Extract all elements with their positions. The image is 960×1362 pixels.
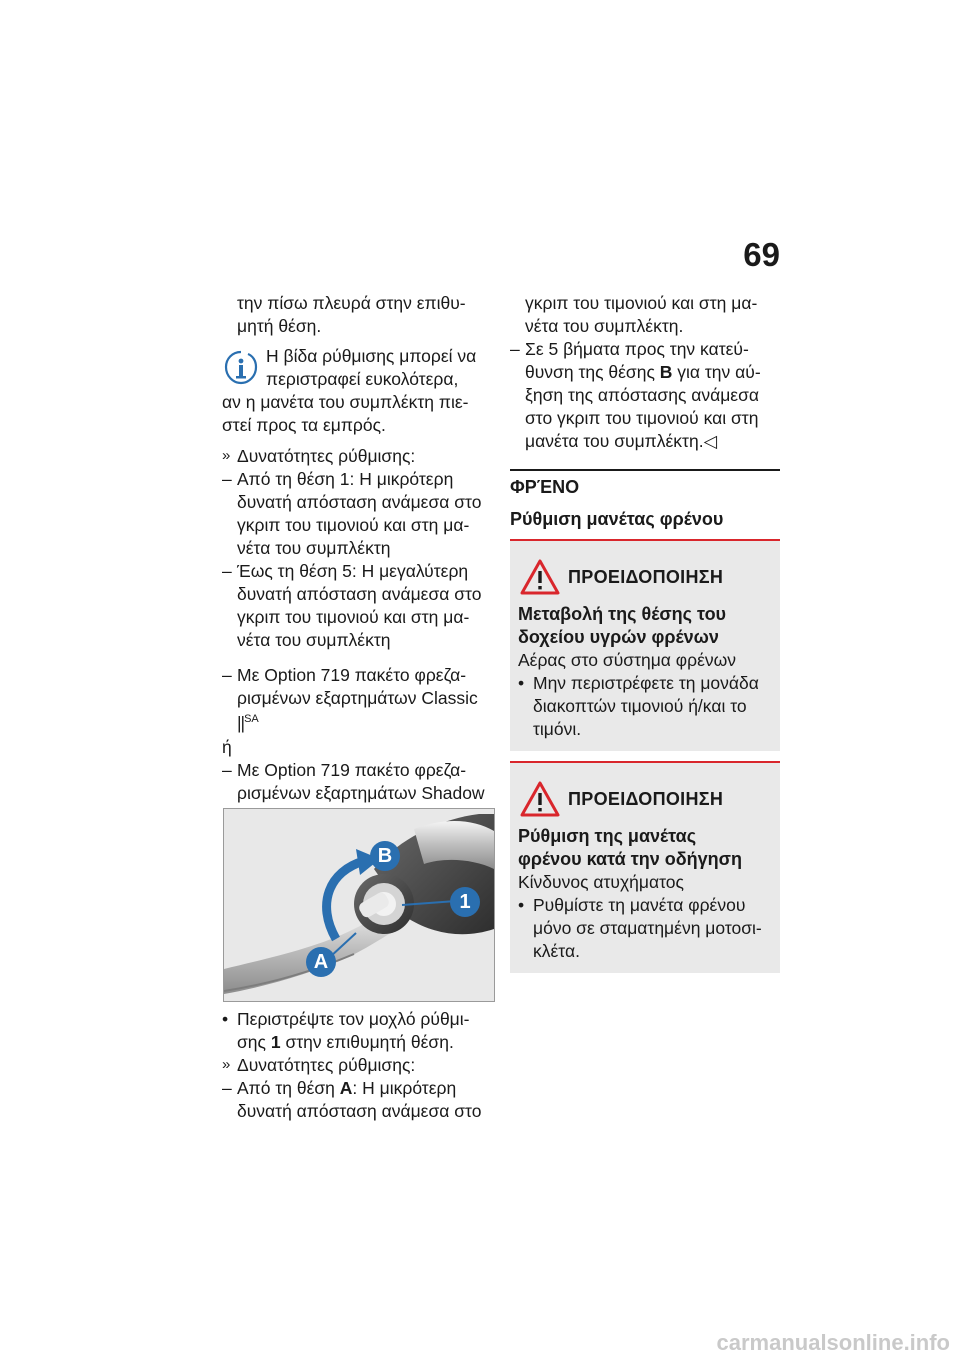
warning-triangle-icon	[520, 559, 560, 595]
list-item	[510, 338, 780, 453]
warning-triangle-icon	[520, 781, 560, 817]
text-line: κλέτα.	[533, 941, 580, 961]
ref-letter: A	[339, 1078, 353, 1098]
ref-letter: B	[659, 362, 673, 382]
sa-label: SA	[244, 713, 259, 725]
warning-bullet	[518, 894, 772, 963]
ref-number: 1	[270, 1032, 281, 1052]
list-item	[222, 560, 494, 652]
clutch-lever-photo	[223, 808, 495, 1002]
possibilities-heading: » Δυνατότητες ρύθμισης:	[222, 445, 494, 468]
text-line: – Με Option 719 πακέτο φρεζα-	[237, 759, 467, 780]
option-marker: ||	[237, 712, 245, 733]
text-line: – Σε 5 βήματα προς την κατεύ-	[525, 339, 749, 359]
text-part: Από τη θέση	[237, 1078, 340, 1098]
text-line: γκριπ του τιμονιού και στη μα-	[237, 515, 470, 535]
warning-box	[510, 539, 780, 751]
callout-a: A	[306, 947, 336, 977]
note-line: στεί προς τα εμπρός.	[222, 415, 386, 435]
warning-box	[510, 761, 780, 973]
text-line: μανέτα του συμπλέκτη.◁	[525, 431, 718, 451]
text-line: γκριπ του τιμονιού και στη μα-	[237, 607, 470, 627]
warning-title: Ρύθμιση της μανέτας	[518, 826, 697, 846]
text-line: ρισμένων εξαρτημάτων Shadow	[237, 782, 485, 803]
warning-bullet	[518, 672, 772, 741]
left-column	[222, 292, 494, 827]
text-line: ξηση της απόστασης ανάμεσα	[525, 385, 760, 405]
note-line: Η βίδα ρύθμισης μπορεί να	[266, 346, 477, 366]
note-line: περιστραφεί ευκολότερα,	[266, 369, 459, 389]
warning-title: φρένου κατά την οδήγηση	[518, 849, 742, 869]
text-line: δυνατή απόσταση ανάμεσα στο	[237, 492, 482, 512]
text-part: θυνση της θέσης	[525, 362, 660, 382]
text-line: νέτα του συμπλέκτη	[237, 630, 391, 650]
warning-cause: Αέρας στο σύστημα φρένων	[518, 650, 737, 670]
warning-label: ΠΡΟΕΙΔΟΠΟΙΗΣΗ	[568, 788, 724, 809]
text-part: σης	[237, 1032, 271, 1052]
callout-b: B	[370, 841, 400, 871]
warning-label: ΠΡΟΕΙΔΟΠΟΙΗΣΗ	[568, 566, 724, 587]
bullet-item	[222, 1008, 494, 1054]
text-line: μητή θέση.	[237, 316, 322, 336]
info-note-icon	[222, 349, 260, 387]
text-line: δυνατή απόσταση ανάμεσα στο	[237, 584, 482, 604]
left-column-bottom	[222, 1008, 494, 1123]
warning-cause: Κίνδυνος ατυχήματος	[518, 872, 684, 892]
subsection-title: Ρύθμιση μανέτας φρένου	[510, 509, 724, 529]
or-text: ή	[222, 736, 232, 757]
text-line: δυνατή απόσταση ανάμεσα στο	[237, 1101, 482, 1121]
text-part: : Η μικρότερη	[352, 1078, 457, 1098]
warning-header	[518, 781, 772, 817]
note-line: αν η μανέτα του συμπλέκτη πιε-	[222, 392, 469, 412]
text-part: για την αύ-	[672, 362, 761, 382]
text-line: την πίσω πλευρά στην επιθυ-	[237, 293, 466, 313]
footer-watermark-link[interactable]: carmanualsonline.info	[716, 1330, 950, 1355]
text-line: – Έως τη θέση 5: Η μεγαλύτερη	[237, 561, 469, 581]
text-line	[525, 361, 780, 384]
warning-title: δοχείου υγρών φρένων	[518, 627, 719, 647]
text-line: μόνο σε σταματημένη μοτοσι-	[533, 918, 762, 938]
list-item	[222, 1077, 494, 1123]
text-line: νέτα του συμπλέκτη	[237, 538, 391, 558]
text-line: • Ρυθμίστε τη μανέτα φρένου	[533, 895, 746, 915]
text-line: – Με Option 719 πακέτο φρεζα-	[237, 665, 467, 685]
text-line: • Μην περιστρέφετε τη μονάδα	[533, 673, 759, 693]
warning-header	[518, 559, 772, 595]
section-title: ΦΡΈΝΟ	[510, 477, 580, 497]
text-line: ρισμένων εξαρτημάτων Classic	[237, 688, 478, 708]
text-line: γκριπ του τιμονιού και στη μα-	[525, 293, 758, 313]
note-block	[222, 345, 494, 391]
section-divider	[510, 469, 780, 471]
right-column	[510, 292, 780, 981]
text-line: – Από τη θέση 1: Η μικρότερη	[237, 469, 454, 489]
callout-1: 1	[450, 887, 480, 917]
text-line: νέτα του συμπλέκτη.	[525, 316, 684, 336]
list-item	[222, 468, 494, 560]
text-line: στο γκριπ του τιμονιού και στη	[525, 408, 759, 428]
possibilities-heading: » Δυνατότητες ρύθμισης:	[222, 1054, 494, 1077]
text-line	[237, 1077, 494, 1100]
option-item	[222, 664, 494, 732]
text-line: τιμόνι.	[533, 719, 582, 739]
text-line	[237, 1031, 494, 1054]
text-part: στην επιθυμητή θέση.	[280, 1032, 454, 1052]
warning-title: Μεταβολή της θέσης του	[518, 604, 727, 624]
text-line: • Περιστρέψτε τον μοχλό ρύθμι-	[237, 1009, 470, 1029]
text-line: διακοπτών τιμονιού ή/και το	[533, 696, 747, 716]
page-number: 69	[743, 236, 780, 273]
